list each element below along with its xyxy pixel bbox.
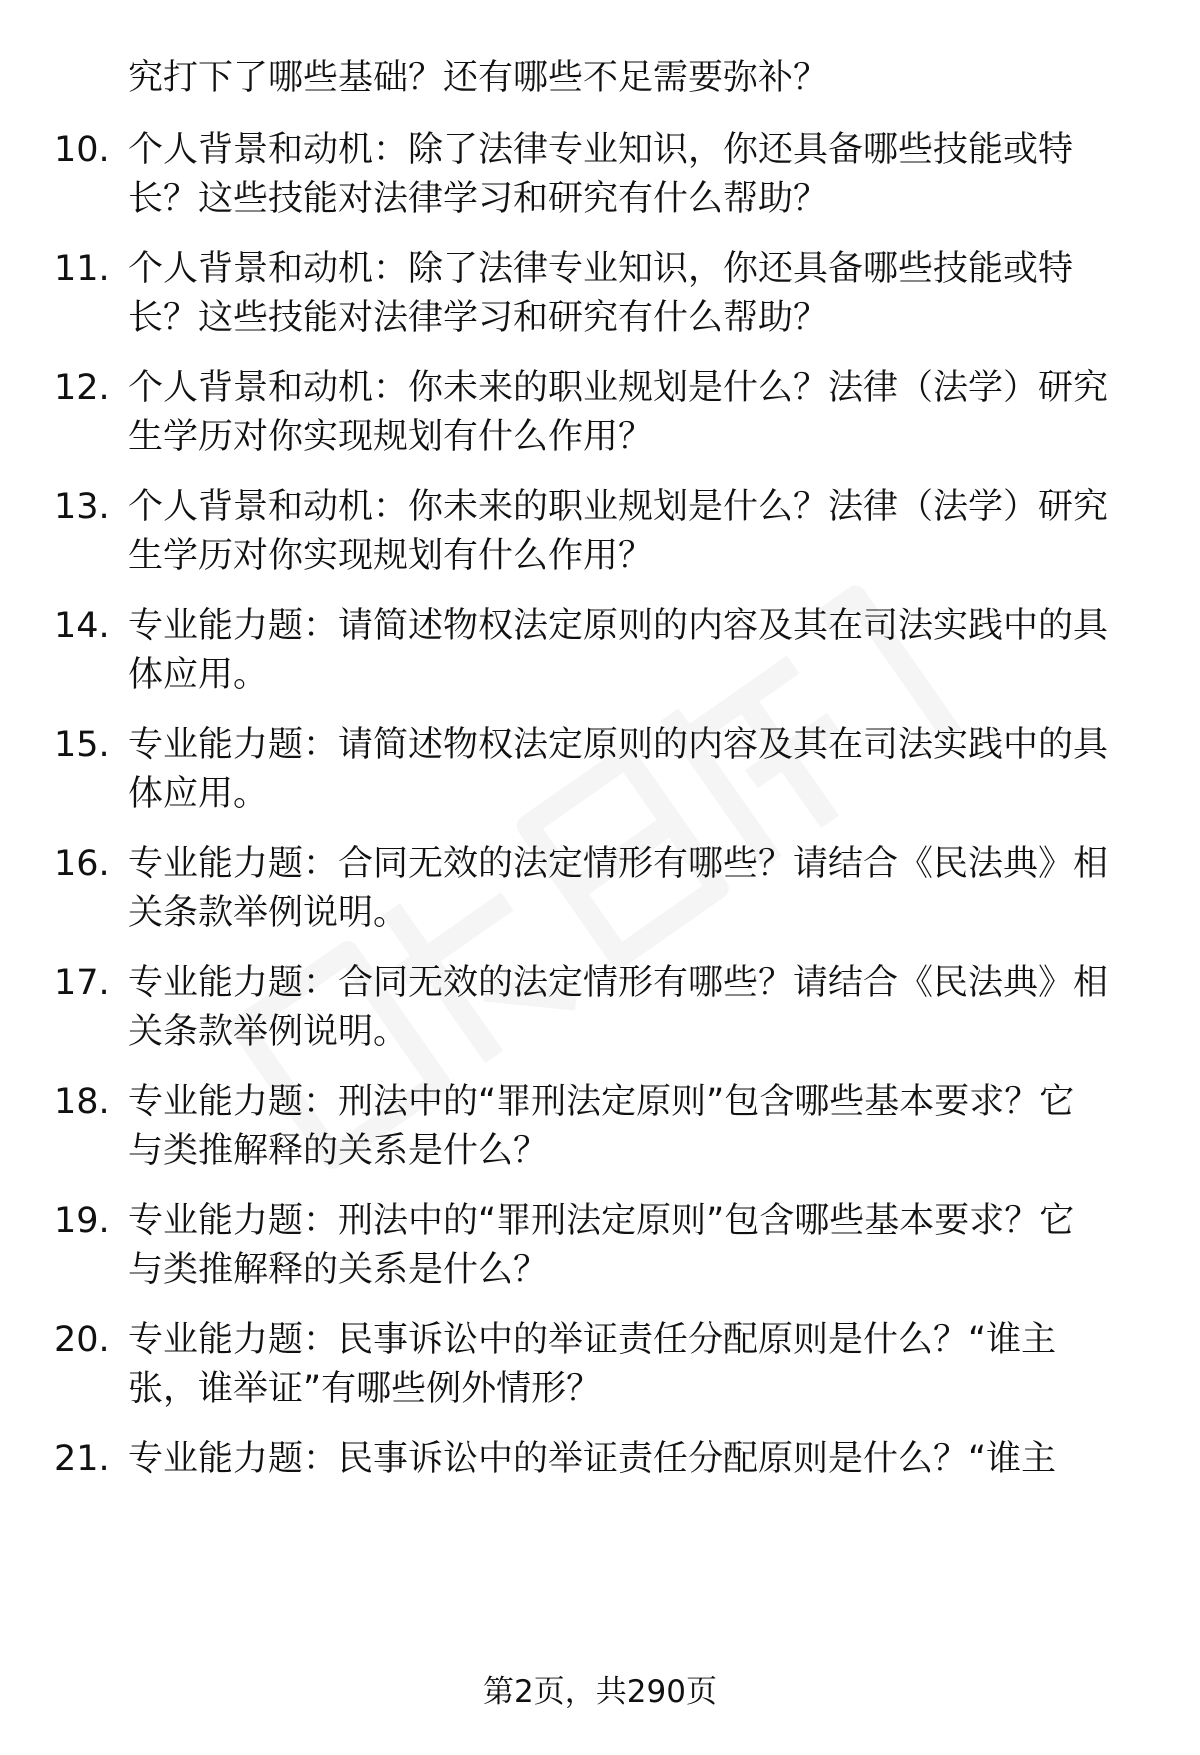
- item-text-line-2: 生学历对你实现规划有什么作用？: [128, 417, 654, 457]
- item-number: 11.: [54, 249, 110, 289]
- item-text-line-1: 专业能力题：民事诉讼中的举证责任分配原则是什么？“谁主: [128, 1439, 1057, 1479]
- item-number: 13.: [54, 487, 110, 527]
- page-footer: 第2页，共290页: [483, 1674, 717, 1710]
- item-number: 16.: [54, 844, 110, 884]
- item-number: 17.: [54, 963, 110, 1003]
- item-text-line-2: 与类推解释的关系是什么？: [128, 1131, 549, 1171]
- item-text-line-2: 关条款举例说明。: [128, 893, 409, 933]
- item-text-line-2: 体应用。: [128, 655, 269, 695]
- item-text-line-1: 个人背景和动机：除了法律专业知识，你还具备哪些技能或特: [128, 249, 1074, 289]
- item-text-line-2: 体应用。: [128, 774, 269, 814]
- item-text-line-1: 专业能力题：合同无效的法定情形有哪些？请结合《民法典》相: [128, 963, 1109, 1003]
- item-number: 20.: [54, 1320, 110, 1360]
- item-text-line-2: 长？这些技能对法律学习和研究有什么帮助？: [128, 298, 829, 338]
- item-text-line-1: 专业能力题：民事诉讼中的举证责任分配原则是什么？“谁主: [128, 1320, 1057, 1360]
- item-number: 15.: [54, 725, 110, 765]
- item-number: 19.: [54, 1201, 110, 1241]
- continuation-text: 究打下了哪些基础？还有哪些不足需要弥补？: [128, 58, 829, 98]
- item-text-line-2: 张，谁举证”有哪些例外情形？: [128, 1369, 602, 1409]
- item-number: 21.: [54, 1439, 110, 1479]
- item-text-line-1: 专业能力题：刑法中的“罪刑法定原则”包含哪些基本要求？它: [128, 1082, 1075, 1122]
- item-text-line-1: 个人背景和动机：你未来的职业规划是什么？法律（法学）研究: [128, 487, 1109, 527]
- item-number: 10.: [54, 130, 110, 170]
- item-text-line-1: 个人背景和动机：除了法律专业知识，你还具备哪些技能或特: [128, 130, 1074, 170]
- item-text-line-1: 专业能力题：合同无效的法定情形有哪些？请结合《民法典》相: [128, 844, 1109, 884]
- item-text-line-1: 专业能力题：请简述物权法定原则的内容及其在司法实践中的具: [128, 606, 1109, 646]
- item-text-line-2: 生学历对你实现规划有什么作用？: [128, 536, 654, 576]
- item-text-line-2: 与类推解释的关系是什么？: [128, 1250, 549, 1290]
- item-text-line-1: 专业能力题：刑法中的“罪刑法定原则”包含哪些基本要求？它: [128, 1201, 1075, 1241]
- item-number: 18.: [54, 1082, 110, 1122]
- item-text-line-2: 长？这些技能对法律学习和研究有什么帮助？: [128, 179, 829, 219]
- item-text-line-2: 关条款举例说明。: [128, 1012, 409, 1052]
- item-text-line-1: 个人背景和动机：你未来的职业规划是什么？法律（法学）研究: [128, 368, 1109, 408]
- item-number: 12.: [54, 368, 110, 408]
- item-text-line-1: 专业能力题：请简述物权法定原则的内容及其在司法实践中的具: [128, 725, 1109, 765]
- item-number: 14.: [54, 606, 110, 646]
